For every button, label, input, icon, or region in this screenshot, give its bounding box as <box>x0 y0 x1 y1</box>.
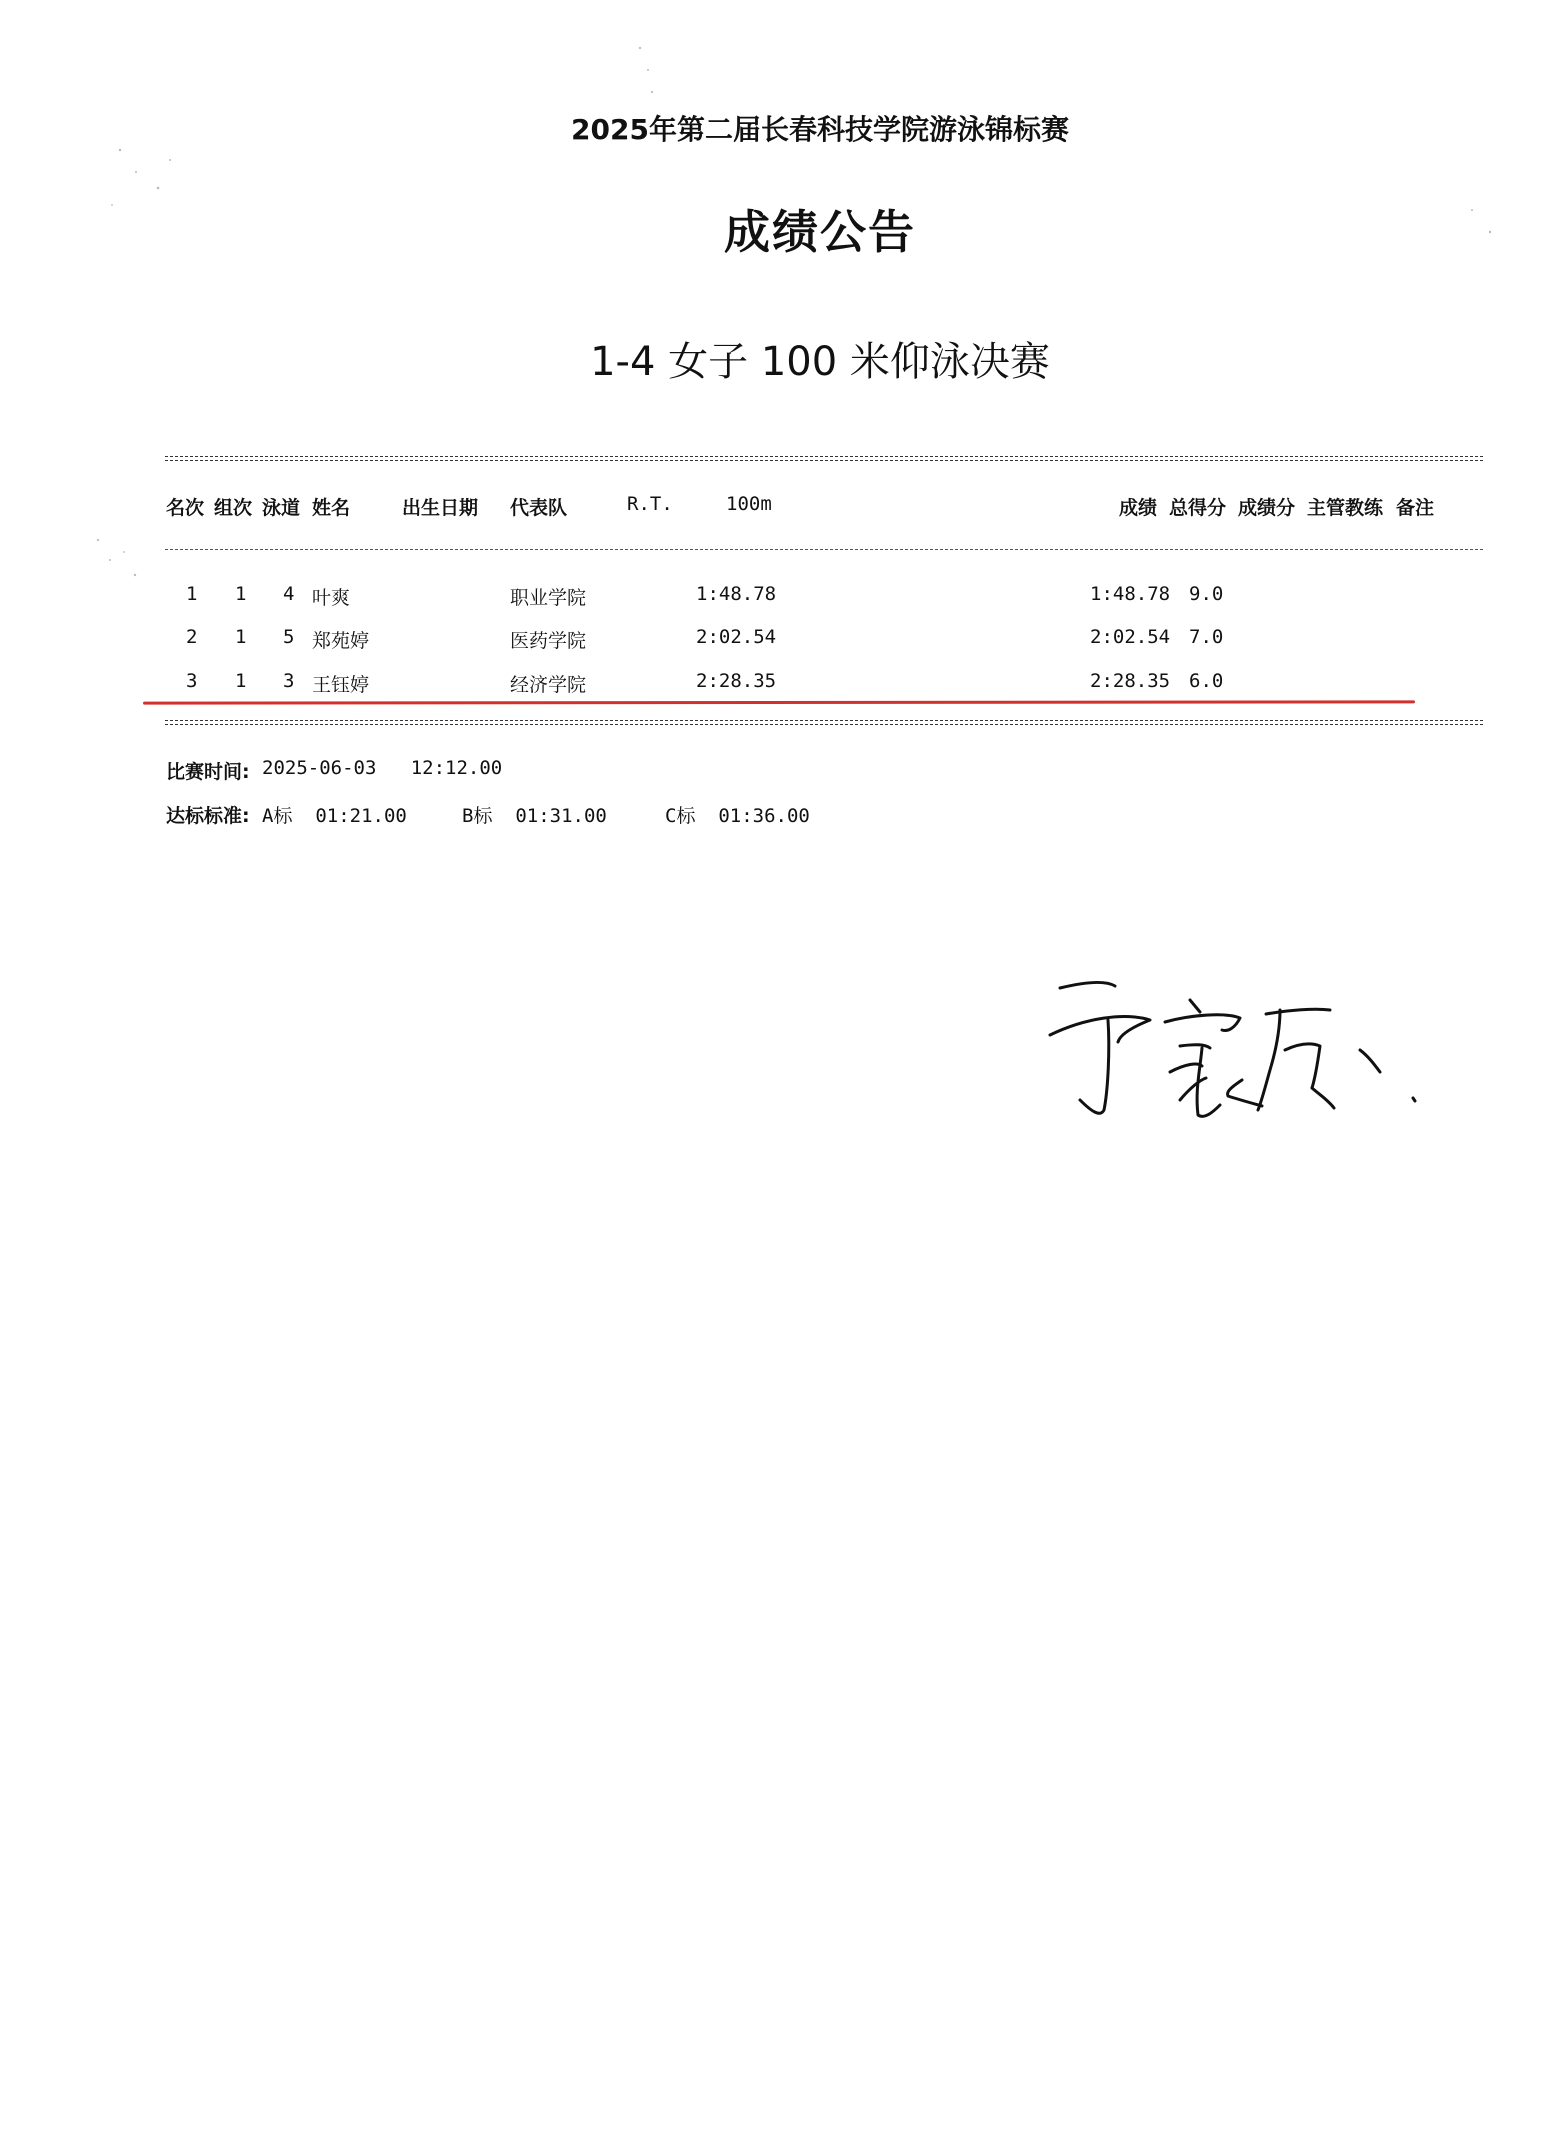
header-result: 成绩 <box>1119 497 1158 519</box>
cell-rank: 2 <box>186 626 198 648</box>
double-dashed-divider <box>165 720 1483 725</box>
standard-b: B标 01:31.00 <box>462 805 607 827</box>
header-rt: R.T. <box>627 493 673 515</box>
header-name: 姓名 <box>312 497 351 519</box>
document-title: 成绩公告 <box>724 205 916 259</box>
handwritten-signature <box>1030 960 1420 1150</box>
cell-split: 2:28.35 <box>696 670 777 692</box>
match-time-label: 比赛时间: <box>166 761 250 783</box>
cell-rank: 3 <box>186 670 198 692</box>
cell-heat: 1 <box>235 670 247 692</box>
header-rank: 名次 <box>166 497 205 519</box>
cell-result: 2:28.35 <box>1090 670 1171 692</box>
dashed-divider <box>165 549 1483 550</box>
cell-result: 2:02.54 <box>1090 626 1171 648</box>
cell-rank: 1 <box>186 583 198 605</box>
cell-split: 1:48.78 <box>696 583 777 605</box>
header-birth: 出生日期 <box>402 497 479 519</box>
header-lane: 泳道 <box>262 497 301 519</box>
double-dashed-divider <box>165 456 1483 461</box>
cell-split: 2:02.54 <box>696 626 777 648</box>
cell-lane: 4 <box>283 583 295 605</box>
cell-team: 医药学院 <box>510 630 587 652</box>
standards-label: 达标标准: <box>166 805 250 827</box>
cell-team: 经济学院 <box>510 674 587 696</box>
cell-heat: 1 <box>235 583 247 605</box>
cell-name: 叶爽 <box>312 587 351 609</box>
cell-team: 职业学院 <box>510 587 587 609</box>
cell-name: 郑苑婷 <box>312 630 370 652</box>
cell-lane: 3 <box>283 670 295 692</box>
red-pen-underline <box>143 700 1415 704</box>
header-heat: 组次 <box>214 497 253 519</box>
race-title: 1-4 女子 100 米仰泳决赛 <box>590 339 1050 385</box>
cell-result: 1:48.78 <box>1090 583 1171 605</box>
cell-lane: 5 <box>283 626 295 648</box>
header-total-points: 总得分 <box>1169 497 1227 519</box>
cell-name: 王钰婷 <box>312 674 370 696</box>
cell-total-points: 6.0 <box>1189 670 1224 692</box>
header-split-100m: 100m <box>726 493 772 515</box>
standard-c: C标 01:36.00 <box>665 805 810 827</box>
standard-a: A标 01:21.00 <box>262 805 407 827</box>
header-points: 成绩分 <box>1238 497 1296 519</box>
header-remark: 备注 <box>1396 497 1435 519</box>
event-title: 2025年第二届长春科技学院游泳锦标赛 <box>571 113 1069 146</box>
cell-total-points: 9.0 <box>1189 583 1224 605</box>
cell-heat: 1 <box>235 626 247 648</box>
header-team: 代表队 <box>510 497 568 519</box>
cell-total-points: 7.0 <box>1189 626 1224 648</box>
match-time-value: 2025-06-03 12:12.00 <box>262 757 503 779</box>
header-coach: 主管教练 <box>1307 497 1384 519</box>
